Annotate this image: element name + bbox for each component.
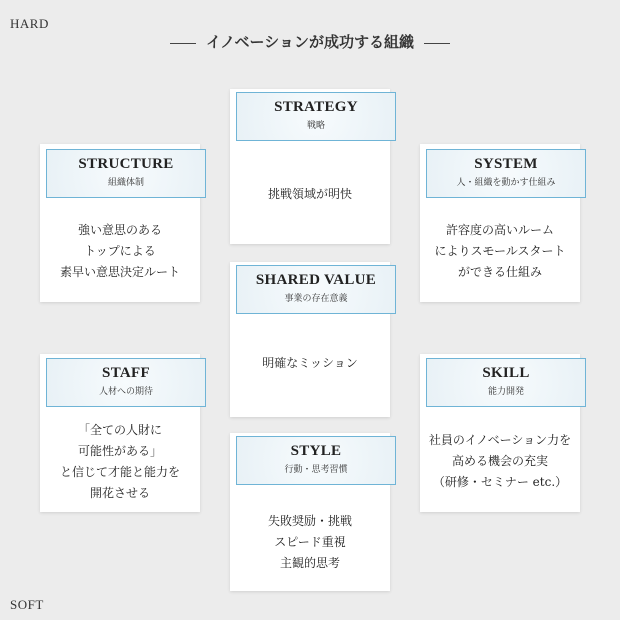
staff-subtitle: 人材への期待 [98,387,153,397]
structure-card [40,144,200,302]
staff-title: STAFF [102,365,150,381]
shared-value-header [236,265,396,314]
strategy-card [230,89,390,244]
shared-value-title: SHARED VALUE [255,272,377,288]
style-title: STYLE [290,443,342,459]
title-dash-right [424,43,450,44]
title-dash-left [170,43,196,44]
hard-label: HARD [10,16,49,31]
shared-value-subtitle: 事業の存在意義 [284,294,348,304]
shared-value-text: 明確なミッション [262,356,358,370]
strategy-title: STRATEGY [274,99,358,115]
skill-title: SKILL [482,365,530,381]
skill-text: 社員のイノベーション力を 高める機会の充実 （研修・セミナー etc.） [428,433,572,489]
structure-text: 強い意思のある トップによる 素早い意思決定ルート [59,223,180,279]
structure-header [46,149,206,198]
skill-subtitle: 能力開発 [487,387,524,397]
soft-label: SOFT [10,597,44,612]
strategy-header [236,92,396,141]
skill-header [426,358,586,407]
system-title: SYSTEM [474,156,538,172]
skill-card [420,354,580,512]
system-header [426,149,586,198]
structure-subtitle: 組織体制 [107,178,144,188]
shared-value-card [230,262,390,417]
system-card [420,144,580,302]
system-subtitle: 人・組織を動かす仕組み [456,178,556,188]
style-text: 失敗奨励・挑戦 スピード重視 主観的思考 [267,514,352,570]
system-text: 許容度の高いルーム によりスモールスタート ができる仕組み [434,223,566,279]
structure-title: STRUCTURE [78,156,174,172]
strategy-text: 挑戦領域が明快 [267,187,352,201]
title-text: イノベーションが成功する組織 [206,33,414,51]
staff-card [40,354,200,512]
staff-text: 「全ての人財に 可能性がある」 と信じて才能と能力を 開花させる [59,423,180,500]
staff-header [46,358,206,407]
style-card [230,433,390,591]
style-header [236,436,396,485]
strategy-subtitle: 戦略 [306,121,325,131]
style-subtitle: 行動・思考習慣 [284,465,348,475]
page-title [0,31,620,52]
